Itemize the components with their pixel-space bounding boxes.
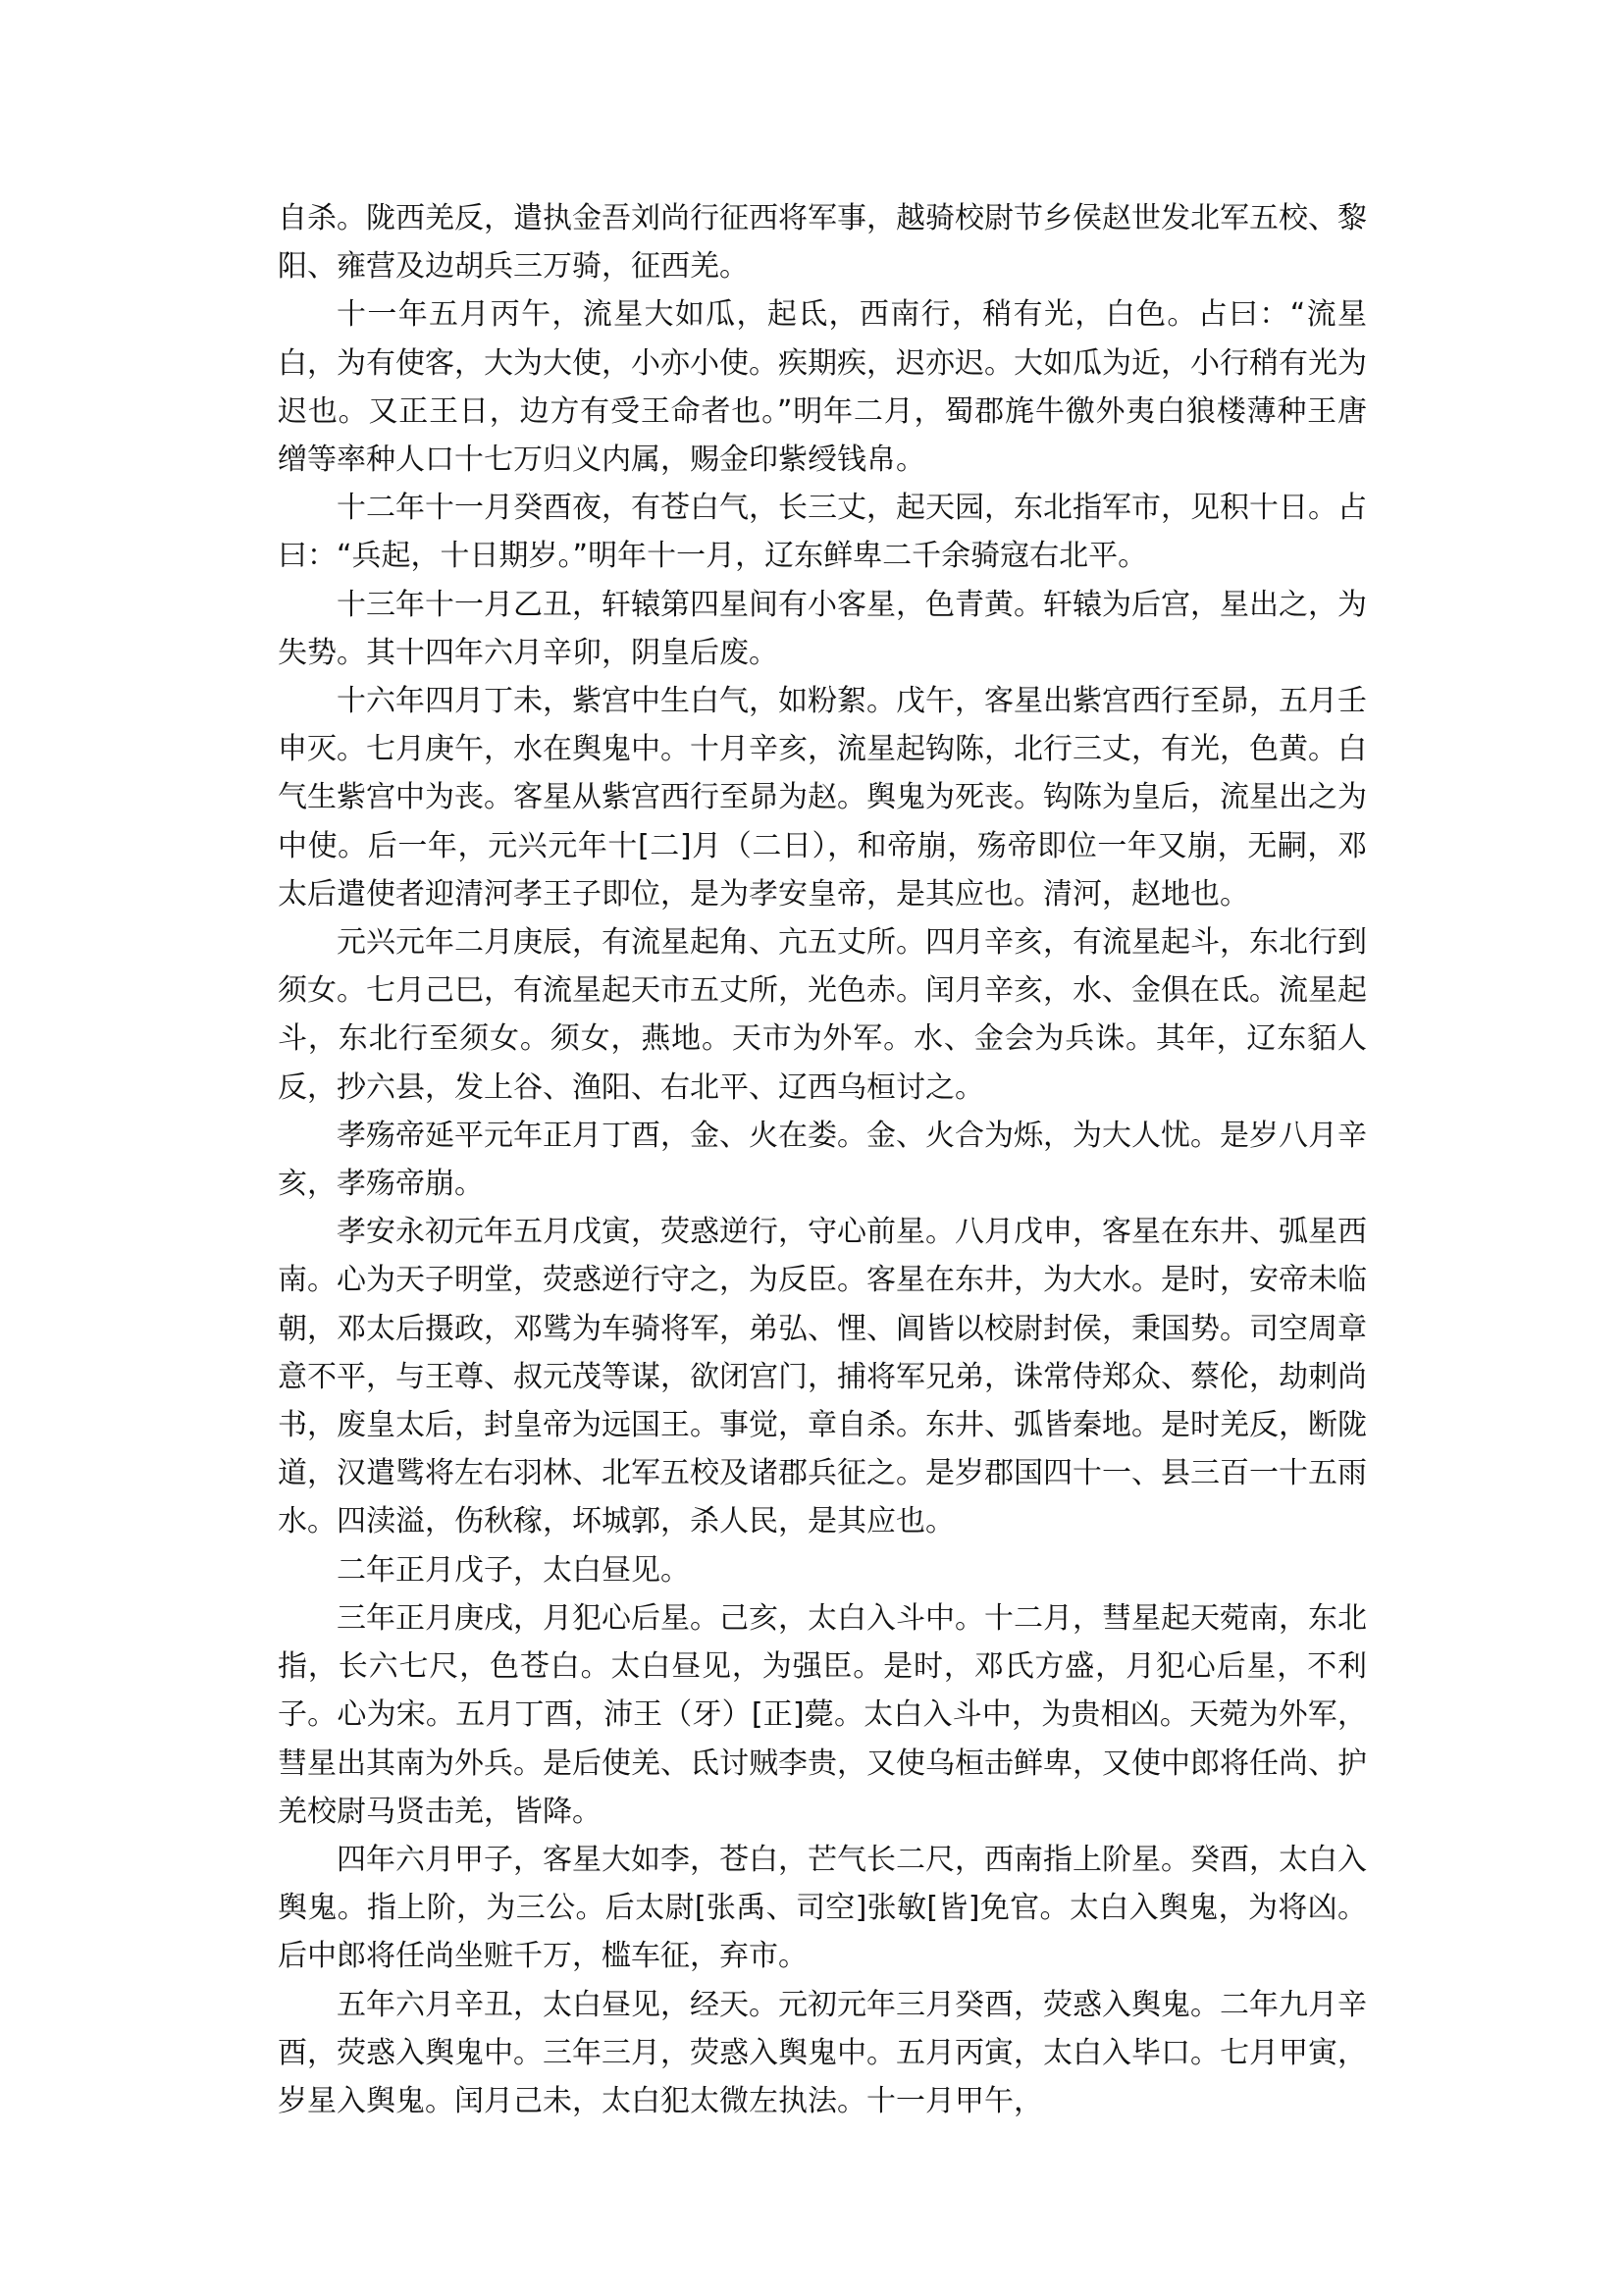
paragraph: 五年六月辛丑，太白昼见，经天。元初元年三月癸酉，荧惑入舆鬼。二年九月辛酉，荧惑入舆鬼中。三年三月，荧惑入舆鬼中。五月丙寅，太白入毕口。七月甲寅，岁星入舆鬼。闰月己未，太白犯太微左执法。十一月甲午， bbox=[278, 1987, 1367, 2118]
paragraph: 四年六月甲子，客星大如李，苍白，芒气长二尺，西南指上阶星。癸酉，太白入舆鬼。指上阶，为三公。后太尉[张禹、司空]张敏[皆]免官。太白入舆鬼，为将凶。后中郎将任尚坐赃千万，槛车征，弃市。 bbox=[278, 1842, 1367, 1974]
paragraph: 三年正月庚戌，月犯心后星。己亥，太白入斗中。十二月，彗星起天菀南，东北指，长六七尺，色苍白。太白昼见，为强臣。是时，邓氏方盛，月犯心后星，不利子。心为宋。五月丁酉，沛王（牙）[正]薨。太白入斗中，为贵相凶。天菀为外军，彗星出其南为外兵。是后使羌、氐讨贼李贵，又使乌桓击鲜卑，又使中郎将任尚、护羌校尉马贤击羌，皆降。 bbox=[278, 1600, 1367, 1829]
paragraph: 元兴元年二月庚辰，有流星起角、亢五丈所。四月辛亥，有流星起斗，东北行到须女。七月己巳，有流星起天市五丈所，光色赤。闰月辛亥，水、金俱在氐。流星起斗，东北行至须女。须女，燕地。天市为外军。水、金会为兵诛。其年，辽东貊人反，抄六县，发上谷、渔阳、右北平、辽西乌桓讨之。 bbox=[278, 925, 1367, 1105]
paragraph: 十六年四月丁未，紫宫中生白气，如粉絮。戊午，客星出紫宫西行至昴，五月壬申灭。七月庚午，水在舆鬼中。十月辛亥，流星起钩陈，北行三丈，有光，色黄。白气生紫宫中为丧。客星从紫宫西行至昴为赵。舆鬼为死丧。钩陈为皇后，流星出之为中使。后一年，元兴元年十[二]月（二日），和帝崩，殇帝即位一年又崩，无嗣，邓太后遣使者迎清河孝王子即位，是为孝安皇帝，是其应也。清河，赵地也。 bbox=[278, 684, 1367, 912]
paragraph: 二年正月戊子，太白昼见。 bbox=[337, 1552, 690, 1588]
document-page bbox=[278, 194, 1367, 2125]
paragraph: 孝安永初元年五月戊寅，荧惑逆行，守心前星。八月戊申，客星在东井、弧星西南。心为天子明堂，荧惑逆行守之，为反臣。客星在东井，为大水。是时，安帝未临朝，邓太后摄政，邓骘为车骑将军，弟弘、悝、阊皆以校尉封侯，秉国势。司空周章意不平，与王尊、叔元茂等谋，欲闭宫门，捕将军兄弟，诛常侍郑众、蔡伦，劫刺尚书，废皇太后，封皇帝为远国王。事觉，章自杀。东井、弧皆秦地。是时羌反，断陇道，汉遣骘将左右羽林、北军五校及诸郡兵征之。是岁郡国四十一、县三百一十五雨水。四渎溢，伤秋稼，坏城郭，杀人民，是其应也。 bbox=[278, 1215, 1367, 1539]
paragraph: 十二年十一月癸酉夜，有苍白气，长三丈，起天园，东北指军市，见积十日。占曰：“兵起，十日期岁。”明年十一月，辽东鲜卑二千余骑寇右北平。 bbox=[278, 491, 1367, 574]
paragraph: 十一年五月丙午，流星大如瓜，起氐，西南行，稍有光，白色。占曰：“流星白，为有使客，大为大使，小亦小使。疾期疾，迟亦迟。大如瓜为近，小行稍有光为迟也。又正王日，边方有受王命者也。”明年二月，蜀郡旄牛徼外夷白狼楼薄种王唐缯等率种人口十七万归义内属，赐金印紫绶钱帛。 bbox=[278, 297, 1367, 478]
paragraph: 孝殇帝延平元年正月丁酉，金、火在娄。金、火合为烁，为大人忧。是岁八月辛亥，孝殇帝崩。 bbox=[278, 1118, 1367, 1202]
paragraph: 十三年十一月乙丑，轩辕第四星间有小客星，色青黄。轩辕为后宫，星出之，为失势。其十四年六月辛卯，阴皇后废。 bbox=[278, 587, 1367, 670]
paragraph-continued: 自杀。陇西羌反，遣执金吾刘尚行征西将军事，越骑校尉节乡侯赵世发北军五校、黎阳、雍营及边胡兵三万骑，征西羌。 bbox=[278, 201, 1367, 285]
